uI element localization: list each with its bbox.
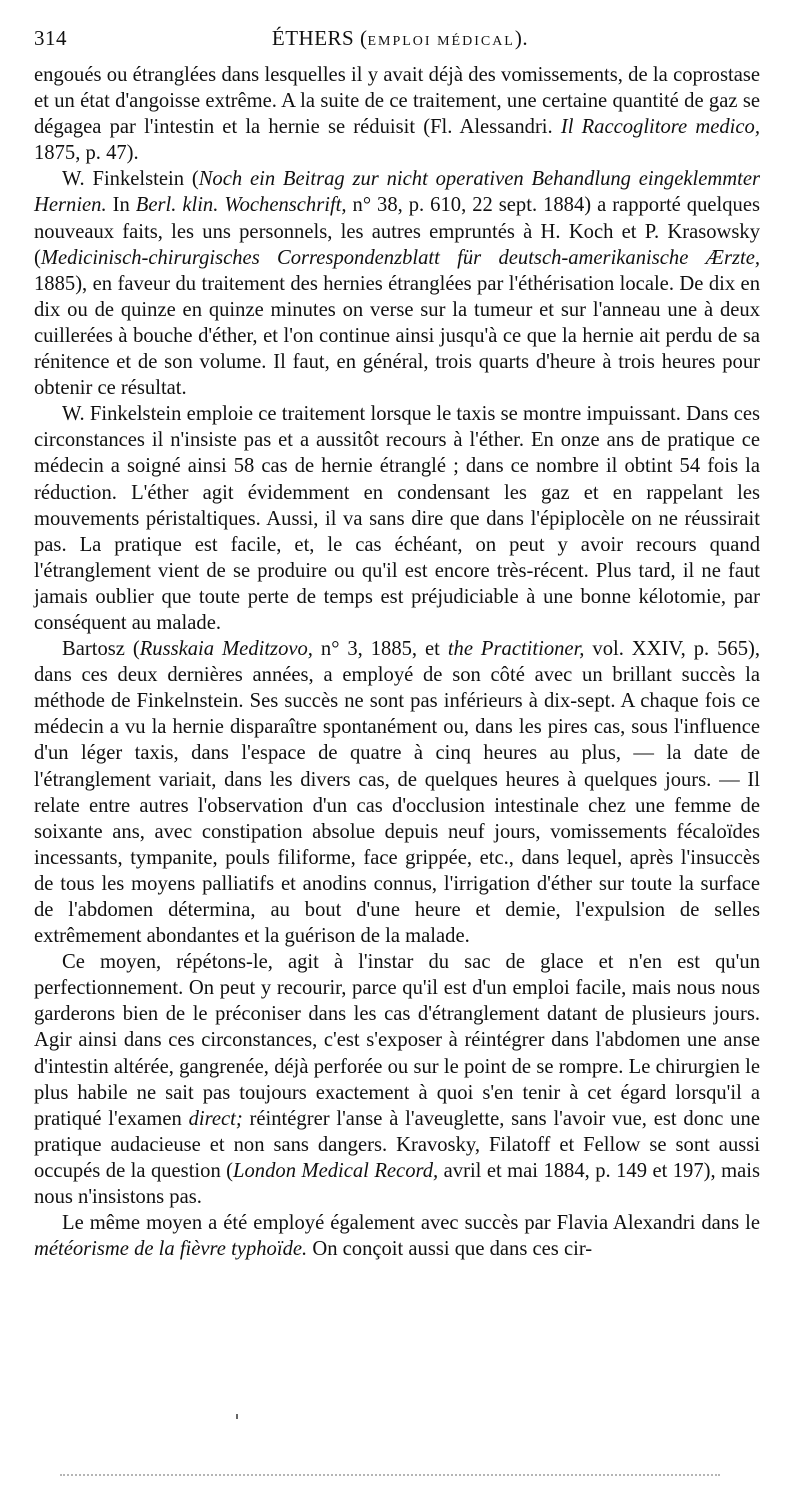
paragraph: [34, 636, 760, 949]
text-run: vol. XXIV, p. 565), dans ces deux dernières années, a employé de son côté avec un brillant succès la méthode de Finkelnstein. Ses succès ne sont pas inférieurs à dix-sept. A chaque fois ce médecin a vu la hernie disparaître spontanément ou, dans les pires cas, sous l'influence d'un léger taxis, dans l'espace de quatre à cinq heures au plus, — la date de l'étranglement variait, dans les divers cas, de quelques heures à quelques jours. — Il relate entre autres l'observation d'un cas d'occlusion intestinale chez une femme de soixante ans, avec constipation absolue depuis neuf jours, vomissements fécaloïdes incessants, tympanite, pouls filiforme, face grippée, etc., dans lequel, après l'insuccès de tous les moyens palliatifs et anodins connus, l'irrigation d'éther sur toute la surface de l'abdomen détermina, au bout d'une heure et demie, l'expulsion de selles extrêmement abondantes et la guérison de la malade.: [34, 638, 760, 948]
text-run: Ce moyen, répétons-le, agit à l'instar du sac de glace et n'en est qu'un perfectionnement. On peut y recourir, parce qu'il est d'un emploi facile, mais nous nous garderons bien de le préconiser dans les cas d'étranglement datant de plusieurs jours. Agir ainsi dans ces circonstances, c'est s'exposer à réintégrer dans l'abdomen une anse d'intestin altérée, gangrenée, déjà perforée ou sur le point de se rompre. Le chirurgien le plus habile ne sait pas toujours exactement à quoi s'en tenir à cet égard lorsqu'il a pratiqué l'examen: [34, 951, 760, 1130]
italic-citation: Noch ein Beitrag zur nicht operativen Behandlung eingeklemmter Hernien.: [34, 168, 760, 217]
paragraph: [34, 62, 760, 166]
footer-noise-line: [60, 1474, 720, 1476]
italic-citation: Russkaia Meditzovo,: [139, 638, 313, 661]
text-run: In: [106, 194, 136, 217]
text-run: W. Finkelstein emploie ce traitement lorsque le taxis se montre impuissant. Dans ces circonstances il n'insiste pas et a aussitôt recours à l'éther. En onze ans de pratique ce médecin a soigné ainsi 58 cas de hernie étranglé ; dans ce nombre il obtint 54 fois la réduction. L'éther agit évidemment en condensant les gaz et en rappelant les mouvements péristaltiques. Aussi, il va sans dire que dans l'épiplocèle on ne réussirait pas. La pratique est facile, et, le cas échéant, on peut y avoir recours quand l'étranglement vient de se produire ou qu'il est encore très-récent. Plus tard, il ne faut jamais oublier que toute perte de temps est préjudiciable à une bonne kélotomie, par conséquent au malade.: [34, 403, 760, 634]
paragraph: [34, 1210, 760, 1262]
running-title-main: ÉTHERS: [271, 26, 355, 50]
text-run: Le même moyen a été employé également avec succès par Flavia Alexandri dans le: [62, 1212, 760, 1235]
paragraph: [34, 166, 760, 401]
body-text: [34, 62, 760, 1262]
text-run: W. Finkelstein (: [62, 168, 199, 191]
text-run: Bartosz (: [62, 638, 140, 661]
text-run: 1885), en faveur du traitement des hernies étranglées par l'éthérisation locale. De dix en dix ou de quinze en quinze minutes on verse sur la tumeur et sur l'anneau une à deux cuillerées à bouche d'éther, et l'on continue ainsi jusqu'à ce que la hernie ait perdu de sa rénitence et de son volume. Il faut, en général, trois quarts d'heure à trois heures pour obtenir ce résultat.: [34, 272, 760, 400]
italic-citation: direct;: [188, 1107, 243, 1130]
text-run: 1875, p. 47).: [34, 142, 139, 165]
running-title-close: ).: [514, 26, 529, 50]
running-title-open: (: [354, 26, 368, 50]
italic-citation: Medicinisch-chirurgisches Correspondenzblatt für deutsch-amerikanische Ærzte,: [40, 246, 760, 269]
italic-citation: Il Raccoglitore medico,: [560, 116, 760, 139]
text-run: n° 3, 1885, et: [312, 638, 448, 661]
italic-citation: London Medical Record,: [233, 1159, 439, 1182]
italic-citation: Berl. klin. Wochenschrift,: [135, 194, 347, 217]
running-header: [34, 26, 766, 58]
paragraph: [34, 401, 760, 636]
text-run: On conçoit aussi que dans ces cir-: [307, 1238, 593, 1261]
print-speck: [236, 1414, 238, 1419]
running-title: [34, 26, 766, 51]
running-title-subtitle: EMPLOI MÉDICAL: [367, 34, 515, 49]
paragraph: [34, 949, 760, 1210]
text-run: avril et mai 1884, p. 149 et 197), mais nous n'insistons pas.: [34, 1159, 760, 1209]
text-run: réintégrer l'anse à l'aveuglette, sans l'avoir vue, est donc une pratique audacieuse et non sans dangers. Kravosky, Filatoff et Fellow se sont aussi occupés de la question (: [34, 1107, 760, 1182]
text-run: engoués ou étranglées dans lesquelles il y avait déjà des vomissements, de la coprostase et un état d'angoisse extrême. A la suite de ce traitement, une certaine quantité de gaz se dégagea par l'intestin et la hernie se réduisit (Fl. Alessandri.: [34, 64, 760, 139]
italic-citation: the Practitioner,: [447, 638, 585, 661]
text-run: n° 38, p. 610, 22 sept. 1884) a rapporté quelques nouveaux faits, les uns personnels, les autres empruntés à H. Koch et P. Krasowsky (: [34, 194, 760, 269]
page-number: 314: [34, 26, 67, 50]
italic-citation: météorisme de la fièvre typhoïde.: [34, 1238, 308, 1261]
